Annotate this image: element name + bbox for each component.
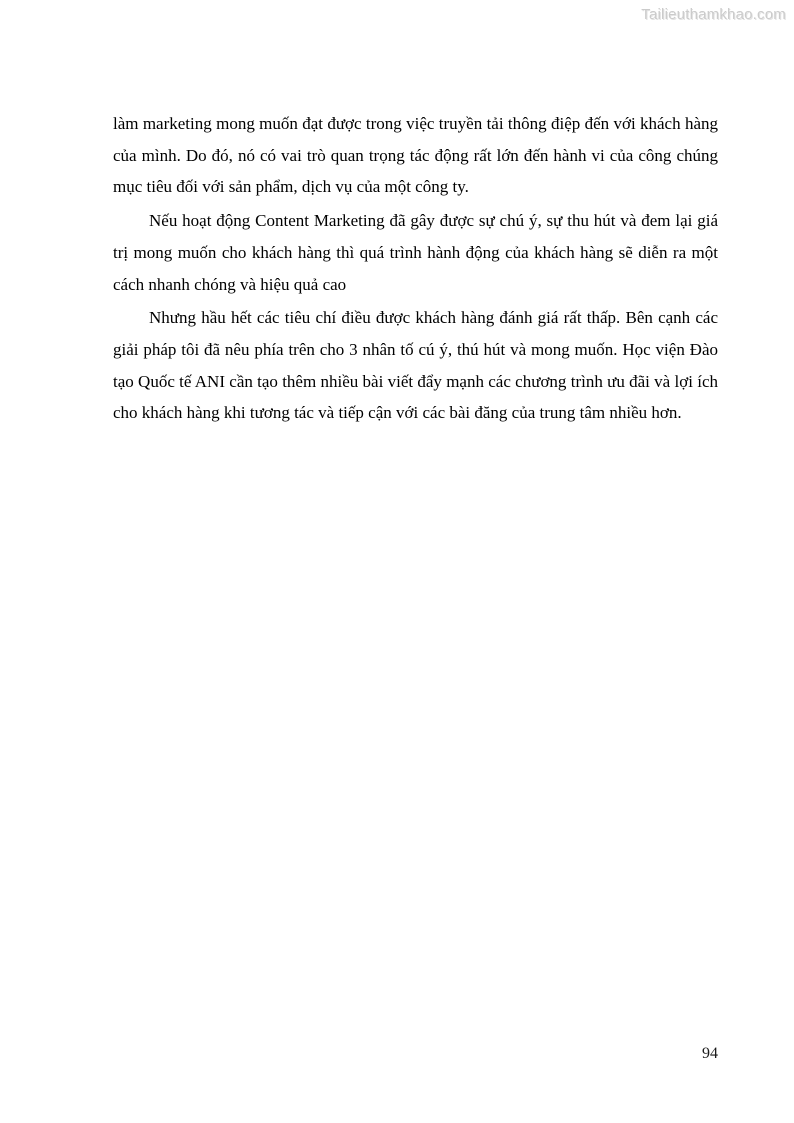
paragraph: Nhưng hầu hết các tiêu chí điều được khách hàng đánh giá rất thấp. Bên cạnh các giải pháp tôi đã nêu phía trên cho 3 nhân tố cú ý, thú hút và mong muốn. Học viện Đào tạo Quốc tế ANI cần tạo thêm nhiều bài viết đẩy mạnh các chương trình ưu đãi và lợi ích cho khách hàng khi tương tác và tiếp cận với các bài đăng của trung tâm nhiều hơn. bbox=[113, 308, 718, 423]
paragraph: Nếu hoạt động Content Marketing đã gây được sự chú ý, sự thu hút và đem lại giá trị mong muốn cho khách hàng thì quá trình hành động của khách hàng sẽ diễn ra một cách nhanh chóng và hiệu quả cao bbox=[113, 211, 718, 294]
paragraph: làm marketing mong muốn đạt được trong việc truyền tải thông điệp đến với khách hàng của mình. Do đó, nó có vai trò quan trọng tác động rất lớn đến hành vi của công chúng mục tiêu đối với sản phẩm, dịch vụ của một công ty. bbox=[113, 114, 718, 197]
watermark-text: Tailieuthamkhao.com bbox=[641, 6, 786, 23]
page-number: 94 bbox=[702, 1045, 718, 1062]
document-body bbox=[113, 108, 718, 431]
